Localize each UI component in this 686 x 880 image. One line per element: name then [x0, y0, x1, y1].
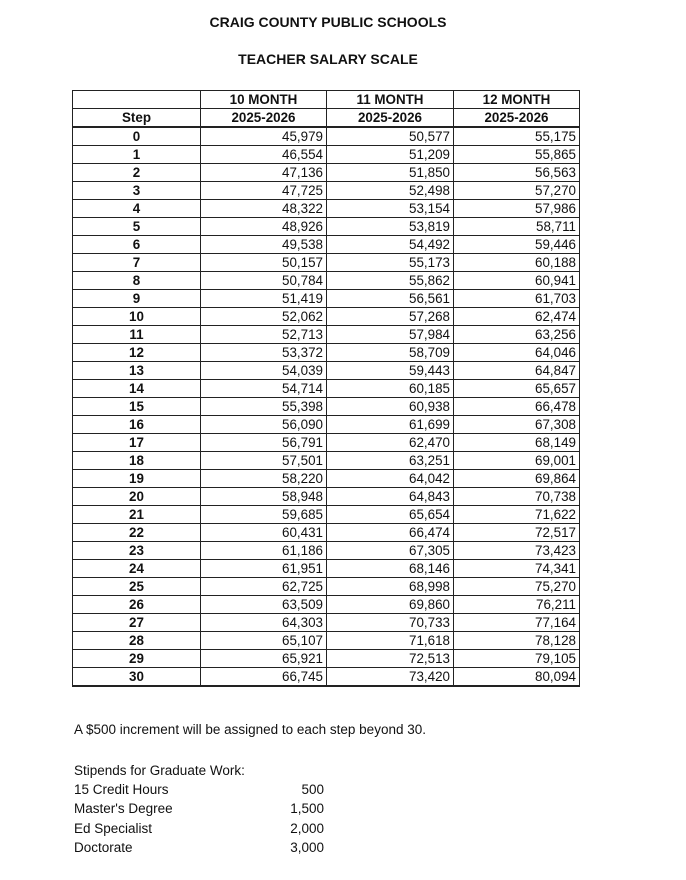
- salary-10-month-cell: 55,398: [201, 398, 327, 416]
- salary-11-month-cell: 64,843: [327, 488, 454, 506]
- table-row: [73, 254, 580, 272]
- table-row: [73, 326, 580, 344]
- step-cell: 4: [73, 200, 201, 218]
- table-row: [73, 596, 580, 614]
- stipends-heading: [74, 761, 334, 780]
- step-cell: 28: [73, 632, 201, 650]
- table-row: [73, 542, 580, 560]
- salary-10-month-cell: 47,136: [201, 164, 327, 182]
- header-12-month: 12 MONTH: [454, 91, 580, 109]
- step-cell: 0: [73, 127, 201, 146]
- salary-12-month-cell: 55,865: [454, 146, 580, 164]
- district-title: CRAIG COUNTY PUBLIC SCHOOLS: [209, 14, 447, 30]
- step-cell: 13: [73, 362, 201, 380]
- salary-12-month-cell: 64,847: [454, 362, 580, 380]
- table-row: [73, 452, 580, 470]
- salary-11-month-cell: 55,862: [327, 272, 454, 290]
- salary-10-month-cell: 54,039: [201, 362, 327, 380]
- salary-10-month-cell: 54,714: [201, 380, 327, 398]
- salary-12-month-cell: 70,738: [454, 488, 580, 506]
- step-cell: 12: [73, 344, 201, 362]
- salary-11-month-cell: 72,513: [327, 650, 454, 668]
- salary-10-month-cell: 50,784: [201, 272, 327, 290]
- step-cell: 6: [73, 236, 201, 254]
- salary-10-month-cell: 53,372: [201, 344, 327, 362]
- step-cell: 21: [73, 506, 201, 524]
- salary-scale-table: [72, 90, 580, 687]
- table-row: [73, 506, 580, 524]
- table-row: [73, 668, 580, 687]
- salary-10-month-cell: 52,713: [201, 326, 327, 344]
- table-row: [73, 416, 580, 434]
- salary-11-month-cell: 57,984: [327, 326, 454, 344]
- salary-12-month-cell: 60,188: [454, 254, 580, 272]
- step-cell: 25: [73, 578, 201, 596]
- step-cell: 29: [73, 650, 201, 668]
- salary-12-month-cell: 63,256: [454, 326, 580, 344]
- salary-11-month-cell: 68,146: [327, 560, 454, 578]
- step-cell: 5: [73, 218, 201, 236]
- step-cell: 2: [73, 164, 201, 182]
- table-row: [73, 146, 580, 164]
- salary-11-month-cell: 73,420: [327, 668, 454, 687]
- salary-12-month-cell: 75,270: [454, 578, 580, 596]
- stipend-label: Master's Degree: [74, 801, 173, 817]
- table-row: [73, 164, 580, 182]
- header-10-month: 10 MONTH: [201, 91, 327, 109]
- salary-11-month-cell: 53,819: [327, 218, 454, 236]
- salary-12-month-cell: 73,423: [454, 542, 580, 560]
- step-cell: 1: [73, 146, 201, 164]
- stipend-row: [74, 819, 334, 838]
- salary-12-month-cell: 80,094: [454, 668, 580, 687]
- salary-12-month-cell: 60,941: [454, 272, 580, 290]
- step-cell: 14: [73, 380, 201, 398]
- salary-10-month-cell: 48,322: [201, 200, 327, 218]
- table-subheader-row: [73, 109, 580, 128]
- table-row: [73, 560, 580, 578]
- step-cell: 30: [73, 668, 201, 687]
- salary-10-month-cell: 49,538: [201, 236, 327, 254]
- salary-11-month-cell: 71,618: [327, 632, 454, 650]
- salary-11-month-cell: 66,474: [327, 524, 454, 542]
- salary-11-month-cell: 70,733: [327, 614, 454, 632]
- salary-12-month-cell: 76,211: [454, 596, 580, 614]
- step-cell: 15: [73, 398, 201, 416]
- table-row: [73, 434, 580, 452]
- salary-12-month-cell: 57,270: [454, 182, 580, 200]
- step-cell: 20: [73, 488, 201, 506]
- salary-10-month-cell: 62,725: [201, 578, 327, 596]
- salary-10-month-cell: 61,951: [201, 560, 327, 578]
- salary-11-month-cell: 53,154: [327, 200, 454, 218]
- salary-12-month-cell: 57,986: [454, 200, 580, 218]
- salary-11-month-cell: 65,654: [327, 506, 454, 524]
- stipend-list: [74, 780, 334, 857]
- step-cell: 7: [73, 254, 201, 272]
- table-row: [73, 290, 580, 308]
- step-cell: 17: [73, 434, 201, 452]
- table-row: [73, 650, 580, 668]
- stipend-amount: 1,500: [290, 801, 324, 817]
- table-row: [73, 524, 580, 542]
- step-cell: 27: [73, 614, 201, 632]
- salary-12-month-cell: 69,864: [454, 470, 580, 488]
- table-row: [73, 182, 580, 200]
- table-row: [73, 236, 580, 254]
- stipend-amount: 500: [301, 782, 324, 798]
- step-cell: 8: [73, 272, 201, 290]
- salary-10-month-cell: 52,062: [201, 308, 327, 326]
- salary-10-month-cell: 56,791: [201, 434, 327, 452]
- salary-12-month-cell: 61,703: [454, 290, 580, 308]
- step-cell: 19: [73, 470, 201, 488]
- salary-11-month-cell: 60,185: [327, 380, 454, 398]
- table-row: [73, 344, 580, 362]
- header-step: Step: [73, 109, 201, 128]
- salary-11-month-cell: 56,561: [327, 290, 454, 308]
- table-row: [73, 632, 580, 650]
- increment-note: A $500 increment will be assigned to each step beyond 30.: [74, 722, 426, 737]
- header-year-10-month: 2025-2026: [201, 109, 327, 128]
- salary-10-month-cell: 65,921: [201, 650, 327, 668]
- table-row: [73, 218, 580, 236]
- table-header-row: [73, 91, 580, 109]
- table-row: [73, 200, 580, 218]
- salary-11-month-cell: 68,998: [327, 578, 454, 596]
- salary-10-month-cell: 56,090: [201, 416, 327, 434]
- salary-10-month-cell: 47,725: [201, 182, 327, 200]
- salary-12-month-cell: 58,711: [454, 218, 580, 236]
- salary-12-month-cell: 68,149: [454, 434, 580, 452]
- table-row: [73, 398, 580, 416]
- step-cell: 23: [73, 542, 201, 560]
- salary-12-month-cell: 71,622: [454, 506, 580, 524]
- salary-12-month-cell: 65,657: [454, 380, 580, 398]
- table-row: [73, 470, 580, 488]
- salary-10-month-cell: 58,948: [201, 488, 327, 506]
- table-row: [73, 127, 580, 146]
- salary-11-month-cell: 64,042: [327, 470, 454, 488]
- salary-11-month-cell: 51,850: [327, 164, 454, 182]
- stipend-label: Doctorate: [74, 839, 133, 855]
- salary-12-month-cell: 59,446: [454, 236, 580, 254]
- salary-11-month-cell: 52,498: [327, 182, 454, 200]
- salary-12-month-cell: 66,478: [454, 398, 580, 416]
- salary-11-month-cell: 54,492: [327, 236, 454, 254]
- salary-12-month-cell: 56,563: [454, 164, 580, 182]
- salary-12-month-cell: 55,175: [454, 127, 580, 146]
- salary-11-month-cell: 50,577: [327, 127, 454, 146]
- stipends-heading-text: Stipends for Graduate Work:: [74, 763, 245, 778]
- salary-11-month-cell: 57,268: [327, 308, 454, 326]
- salary-10-month-cell: 60,431: [201, 524, 327, 542]
- table-row: [73, 272, 580, 290]
- table-row: [73, 308, 580, 326]
- step-cell: 22: [73, 524, 201, 542]
- step-cell: 9: [73, 290, 201, 308]
- salary-12-month-cell: 64,046: [454, 344, 580, 362]
- step-cell: 26: [73, 596, 201, 614]
- stipend-label: 15 Credit Hours: [74, 782, 169, 798]
- stipend-row: [74, 799, 334, 818]
- step-cell: 16: [73, 416, 201, 434]
- salary-10-month-cell: 61,186: [201, 542, 327, 560]
- stipend-row: [74, 780, 334, 799]
- salary-10-month-cell: 58,220: [201, 470, 327, 488]
- salary-11-month-cell: 69,860: [327, 596, 454, 614]
- stipends-section: [74, 761, 334, 857]
- salary-10-month-cell: 51,419: [201, 290, 327, 308]
- salary-11-month-cell: 60,938: [327, 398, 454, 416]
- salary-12-month-cell: 79,105: [454, 650, 580, 668]
- salary-12-month-cell: 69,001: [454, 452, 580, 470]
- step-cell: 10: [73, 308, 201, 326]
- salary-11-month-cell: 58,709: [327, 344, 454, 362]
- salary-12-month-cell: 67,308: [454, 416, 580, 434]
- salary-11-month-cell: 51,209: [327, 146, 454, 164]
- table-row: [73, 614, 580, 632]
- salary-10-month-cell: 63,509: [201, 596, 327, 614]
- stipend-amount: 2,000: [290, 820, 324, 836]
- salary-12-month-cell: 78,128: [454, 632, 580, 650]
- step-cell: 24: [73, 560, 201, 578]
- table-row: [73, 362, 580, 380]
- salary-11-month-cell: 55,173: [327, 254, 454, 272]
- table-row: [73, 380, 580, 398]
- salary-10-month-cell: 50,157: [201, 254, 327, 272]
- salary-12-month-cell: 74,341: [454, 560, 580, 578]
- salary-10-month-cell: 59,685: [201, 506, 327, 524]
- salary-10-month-cell: 48,926: [201, 218, 327, 236]
- stipend-amount: 3,000: [290, 839, 324, 855]
- step-cell: 18: [73, 452, 201, 470]
- salary-12-month-cell: 62,474: [454, 308, 580, 326]
- salary-11-month-cell: 63,251: [327, 452, 454, 470]
- salary-12-month-cell: 77,164: [454, 614, 580, 632]
- header-year-11-month: 2025-2026: [327, 109, 454, 128]
- step-cell: 11: [73, 326, 201, 344]
- salary-10-month-cell: 65,107: [201, 632, 327, 650]
- salary-12-month-cell: 72,517: [454, 524, 580, 542]
- table-row: [73, 488, 580, 506]
- salary-10-month-cell: 45,979: [201, 127, 327, 146]
- header-year-12-month: 2025-2026: [454, 109, 580, 128]
- header-11-month: 11 MONTH: [327, 91, 454, 109]
- salary-10-month-cell: 46,554: [201, 146, 327, 164]
- header-empty-cell: [73, 91, 201, 109]
- salary-11-month-cell: 59,443: [327, 362, 454, 380]
- salary-10-month-cell: 57,501: [201, 452, 327, 470]
- step-cell: 3: [73, 182, 201, 200]
- salary-11-month-cell: 67,305: [327, 542, 454, 560]
- salary-11-month-cell: 62,470: [327, 434, 454, 452]
- salary-10-month-cell: 66,745: [201, 668, 327, 687]
- table-row: [73, 578, 580, 596]
- stipend-row: [74, 838, 334, 857]
- page-title: TEACHER SALARY SCALE: [238, 51, 418, 67]
- salary-10-month-cell: 64,303: [201, 614, 327, 632]
- stipend-label: Ed Specialist: [74, 820, 153, 836]
- salary-table-body: [73, 127, 580, 686]
- salary-11-month-cell: 61,699: [327, 416, 454, 434]
